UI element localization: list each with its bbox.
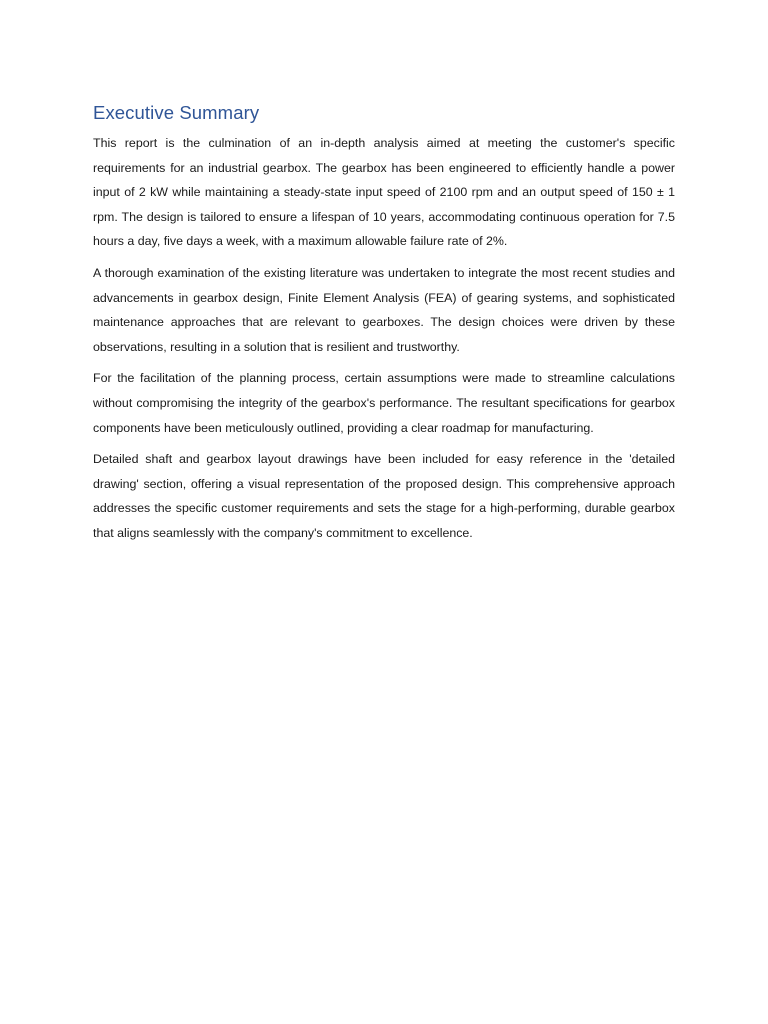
paragraph-2: A thorough examination of the existing literature was undertaken to integrate the most recent studies and advancements in gearbox design, Finite Element Analysis (FEA) of gearing systems, and sophisticated maintenance approaches that are relevant to gearboxes. The design choices were driven by these observations, resulting in a solution that is resilient and trustworthy. <box>93 265 675 354</box>
paragraph-3: For the facilitation of the planning process, certain assumptions were made to streamline calculations without compromising the integrity of the gearbox's performance. The resultant specifications for gearbox components have been meticulously outlined, providing a clear roadmap for manufacturing. <box>93 371 675 435</box>
paragraph-1: This report is the culmination of an in-depth analysis aimed at meeting the customer's specific requirements for an industrial gearbox. The gearbox has been engineered to efficiently handle a power input of 2 kW while maintaining a steady-state input speed of 2100 rpm and an output speed of 150 ± 1 rpm. The design is tailored to ensure a lifespan of 10 years, accommodating continuous operation for 7.5 hours a day, five days a week, with a maximum allowable failure rate of 2%. <box>93 136 675 249</box>
document-page <box>93 100 675 553</box>
paragraph-4: Detailed shaft and gearbox layout drawings have been included for easy reference in the 'detailed drawing' section, offering a visual representation of the proposed design. This comprehensive approach addresses the specific customer requirements and sets the stage for a high-performing, durable gearbox that aligns seamlessly with the company's commitment to excellence. <box>93 452 675 540</box>
section-heading: Executive Summary <box>93 102 260 123</box>
